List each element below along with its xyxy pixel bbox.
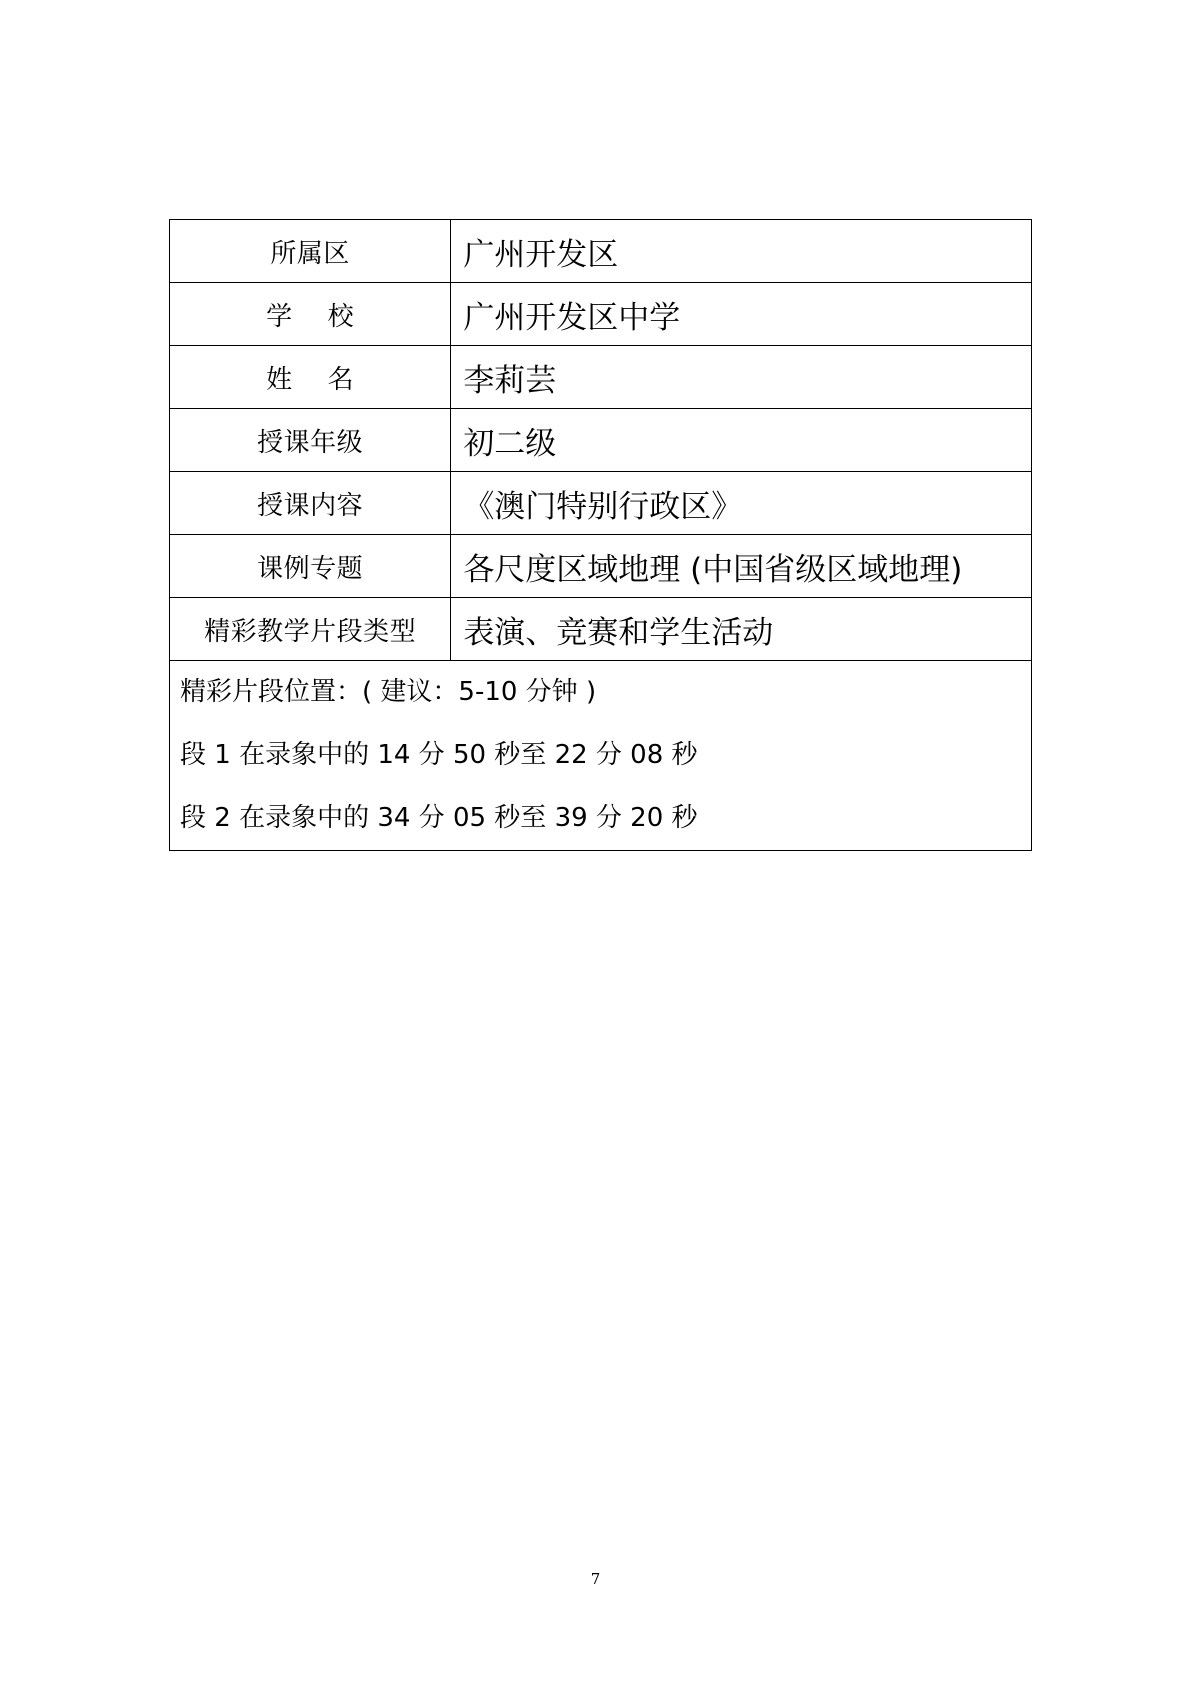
school-value: 广州开发区中学	[451, 283, 1032, 346]
topic-value: 各尺度区域地理 (中国省级区域地理)	[451, 535, 1032, 598]
grade-row	[170, 409, 1032, 472]
name-label: 姓 名	[170, 346, 451, 409]
segment-1-time: 段 1 在录象中的 14 分 50 秒至 22 分 08 秒	[180, 740, 698, 770]
page-number: 7	[590, 1570, 601, 1588]
segment-position-heading: 精彩片段位置：( 建议：5-10 分钟 )	[180, 677, 597, 707]
district-value: 广州开发区	[451, 220, 1032, 283]
grade-value: 初二级	[451, 409, 1032, 472]
content-value: 《澳门特别行政区》	[451, 472, 1032, 535]
name-row	[170, 346, 1032, 409]
district-row	[170, 220, 1032, 283]
segment-type-row	[170, 598, 1032, 661]
grade-label: 授课年级	[170, 409, 451, 472]
name-value: 李莉芸	[451, 346, 1032, 409]
topic-label: 课例专题	[170, 535, 451, 598]
segment-type-label: 精彩教学片段类型	[170, 598, 451, 661]
district-label: 所属区	[170, 220, 451, 283]
school-label: 学 校	[170, 283, 451, 346]
lesson-info-table	[169, 219, 1032, 851]
segment-type-value: 表演、竞赛和学生活动	[451, 598, 1032, 661]
school-row	[170, 283, 1032, 346]
segment-position-cell	[170, 661, 1032, 851]
content-row	[170, 472, 1032, 535]
topic-row	[170, 535, 1032, 598]
segment-position-row	[170, 661, 1032, 851]
content-label: 授课内容	[170, 472, 451, 535]
segment-2-time: 段 2 在录象中的 34 分 05 秒至 39 分 20 秒	[180, 803, 698, 833]
